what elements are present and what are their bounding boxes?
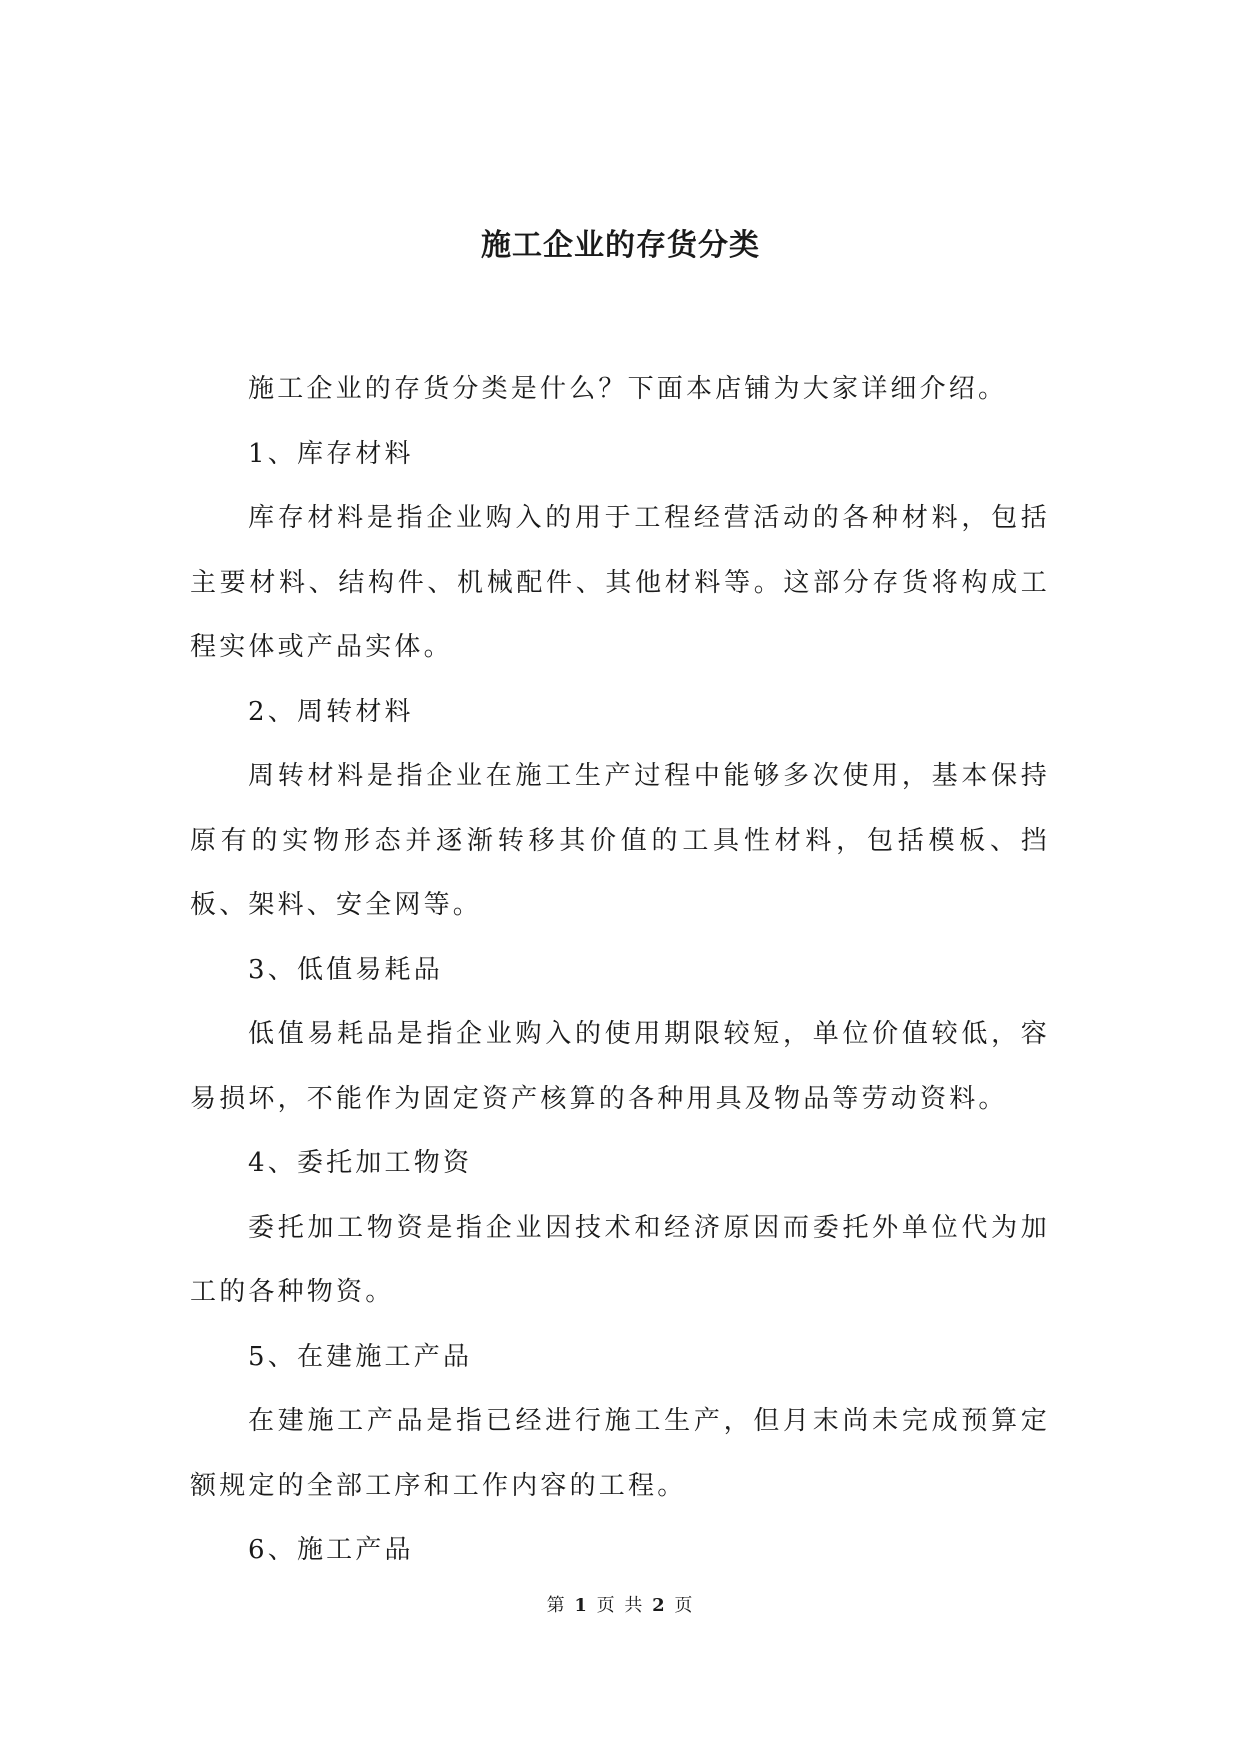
document-title: 施工企业的存货分类 <box>481 228 760 263</box>
footer-middle: 页 共 <box>596 1595 645 1616</box>
paragraph-revolving-materials: 周转材料是指企业在施工生产过程中能够多次使用，基本保持原有的实物形态并逐渐转移其价值的工具性材料，包括模板、挡板、架料、安全网等。 <box>190 761 1050 920</box>
footer-suffix: 页 <box>674 1595 695 1616</box>
heading-revolving-materials: 2、周转材料 <box>248 696 414 727</box>
footer-total-pages: 2 <box>652 1595 667 1616</box>
paragraph-low-value-consumables: 低值易耗品是指企业购入的使用期限较短，单位价值较低，容易损坏，不能作为固定资产核算的各种用具及物品等劳动资料。 <box>190 1019 1050 1114</box>
heading-low-value-consumables: 3、低值易耗品 <box>248 954 443 985</box>
footer-current-page: 1 <box>574 1595 589 1616</box>
paragraph-consigned-processing: 委托加工物资是指企业因技术和经济原因而委托外单位代为加工的各种物资。 <box>190 1212 1050 1307</box>
heading-work-in-progress: 5、在建施工产品 <box>248 1341 473 1372</box>
paragraph-work-in-progress: 在建施工产品是指已经进行施工生产，但月末尚未完成预算定额规定的全部工序和工作内容的工程。 <box>190 1406 1050 1501</box>
paragraph-intro: 施工企业的存货分类是什么？下面本店铺为大家详细介绍。 <box>248 374 1008 404</box>
document-body <box>190 357 1050 1583</box>
heading-inventory-materials: 1、库存材料 <box>248 438 414 469</box>
footer-prefix: 第 <box>546 1595 567 1616</box>
heading-construction-products: 6、施工产品 <box>248 1535 414 1565</box>
paragraph-inventory-materials: 库存材料是指企业购入的用于工程经营活动的各种材料，包括主要材料、结构件、机械配件、其他材料等。这部分存货将构成工程实体或产品实体。 <box>190 503 1050 662</box>
page-footer <box>0 1594 1241 1618</box>
heading-consigned-processing: 4、委托加工物资 <box>248 1148 473 1178</box>
